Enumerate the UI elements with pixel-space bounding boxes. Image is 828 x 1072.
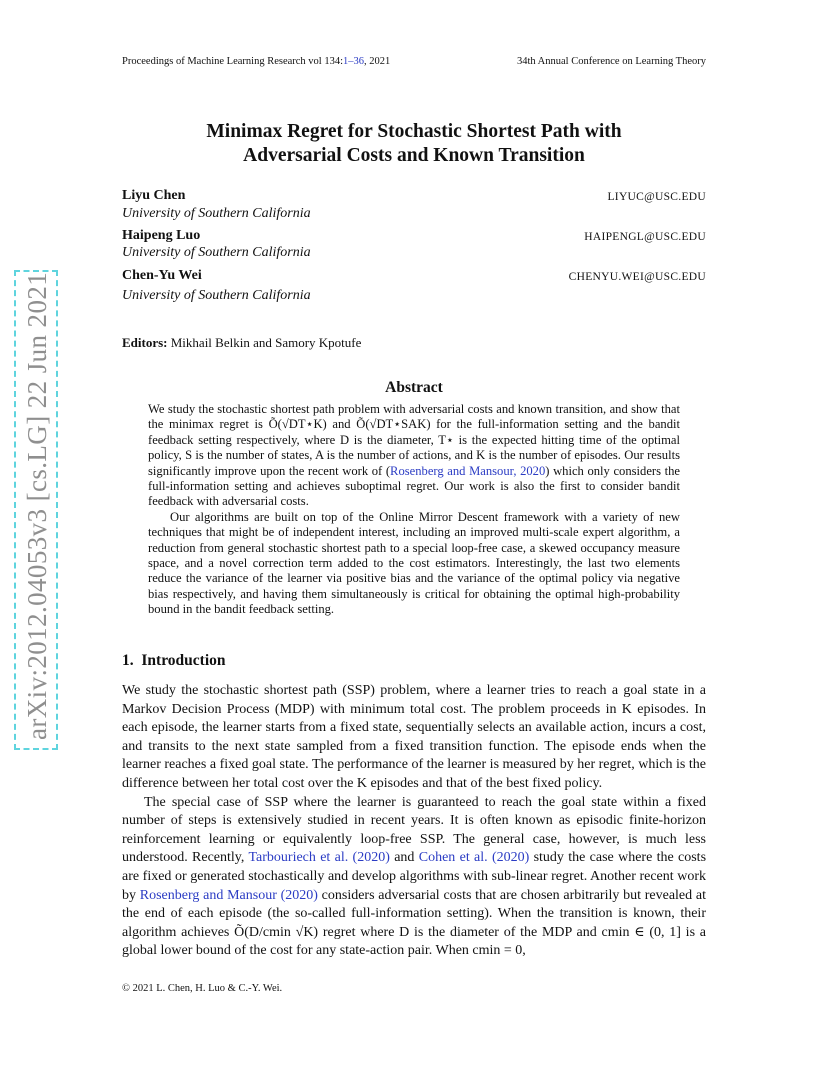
author-name: Chen-Yu Wei [122,268,202,283]
author-affiliation: University of Southern California [122,245,311,260]
author-email: HAIPENGL@USC.EDU [584,231,706,243]
arxiv-stamp[interactable]: arXiv:2012.04053v3 [cs.LG] 22 Jun 2021 [22,271,52,740]
author-name: Haipeng Luo [122,228,201,243]
body-paragraph: The special case of SSP where the learner is guaranteed to reach the goal state within a fixed number of steps is extensively studied in recent years. It is often known as episodic finite-horizon reinforcement learning or equivalently loop-free SSP. The general case, however, is much less understood. Recently, Tarbouriech et al. (2020) and Cohen et al. (2020) study the case where the costs are fixed or generated stochastically and develop algorithms with sub-linear regret. Another recent work by Rosenberg and Mansour (2020) considers adversarial costs that are chosen arbitrarily but revealed at the end of each episode (the so-called full-information setting). When the transition is known, their algorithm achieves Õ(D/cmin √K) regret where D is the diameter of the MDP and cmin ∈ (0, 1] is a global lower bound of the cost for any state-action pair. When cmin = 0, [122,794,707,959]
author-name: Liyu Chen [122,188,186,203]
page-range-link[interactable]: 1–36 [343,56,365,67]
editors-line: Editors: Mikhail Belkin and Samory Kpotufe [122,335,362,350]
author-email: CHENYU.WEI@USC.EDU [568,271,706,283]
citation-link[interactable]: Tarbouriech et al. (2020) [248,850,390,866]
citation-link[interactable]: Rosenberg and Mansour, 2020 [390,463,546,478]
running-header-right: 34th Annual Conference on Learning Theory [516,56,706,67]
abstract-paragraph: Our algorithms are built on top of the Online Mirror Descent framework with a variety of new techniques that might be of independent interest, including an improved multi-scale expert algorithm, a reduction from general stochastic shortest path to a special loop-free case, a skewed occupancy measure space, and a novel correction term added to the cost estimators. Interestingly, the last two elements reduce the variance of the learner via positive bias and the variance of the optimal policy via negative bias respectively, and having them simultaneously is critical for obtaining the optimal high-probability bound in the bandit feedback setting. [148,509,680,617]
section-heading: 1. Introduction [122,652,226,669]
author-affiliation: University of Southern California [122,206,311,221]
introduction-body [122,682,706,961]
running-header-left: Proceedings of Machine Learning Research vol 134:1–36, 2021 [122,56,391,67]
paper-title: Minimax Regret for Stochastic Shortest Path with Adversarial Costs and Known Transition [206,121,622,166]
citation-link[interactable]: Cohen et al. (2020) [418,850,530,866]
author-email: LIYUC@USC.EDU [607,191,706,203]
copyright-footer: © 2021 L. Chen, H. Luo & C.-Y. Wei. [122,983,283,994]
abstract-paragraph: We study the stochastic shortest path problem with adversarial costs and known transition, and show that the minimax regret is Õ(√DT⋆K) and Õ(√DT⋆SAK) for the full-information setting and the bandit feedback setting respectively, where D is the diameter, T⋆ is the expected hitting time of the optimal policy, S is the number of states, A is the number of actions, and K is the number of episodes. Our results significantly improve upon the recent work of (Rosenberg and Mansour, 2020) which only considers the full-information setting and achieves suboptimal regret. Our work is also the first to consider bandit feedback with adversarial costs. [148,402,680,509]
body-paragraph: We study the stochastic shortest path (SSP) problem, where a learner tries to reach a goal state in a Markov Decision Process (MDP) with minimum total cost. The problem proceeds in K episodes. In each episode, the learner starts from a fixed state, sequentially selects an available action, incurs a cost, and transits to the next state sampled from a fixed transition function. The episode ends when the learner reaches a fixed goal state. The performance of the learner is measured by her regret, which is the difference between her total cost over the K episodes and that of the best fixed policy. [122,683,706,791]
abstract-heading: Abstract [385,379,443,396]
citation-link[interactable]: Rosenberg and Mansour (2020) [139,887,318,903]
author-affiliation: University of Southern California [122,288,311,303]
abstract-body [148,402,680,618]
